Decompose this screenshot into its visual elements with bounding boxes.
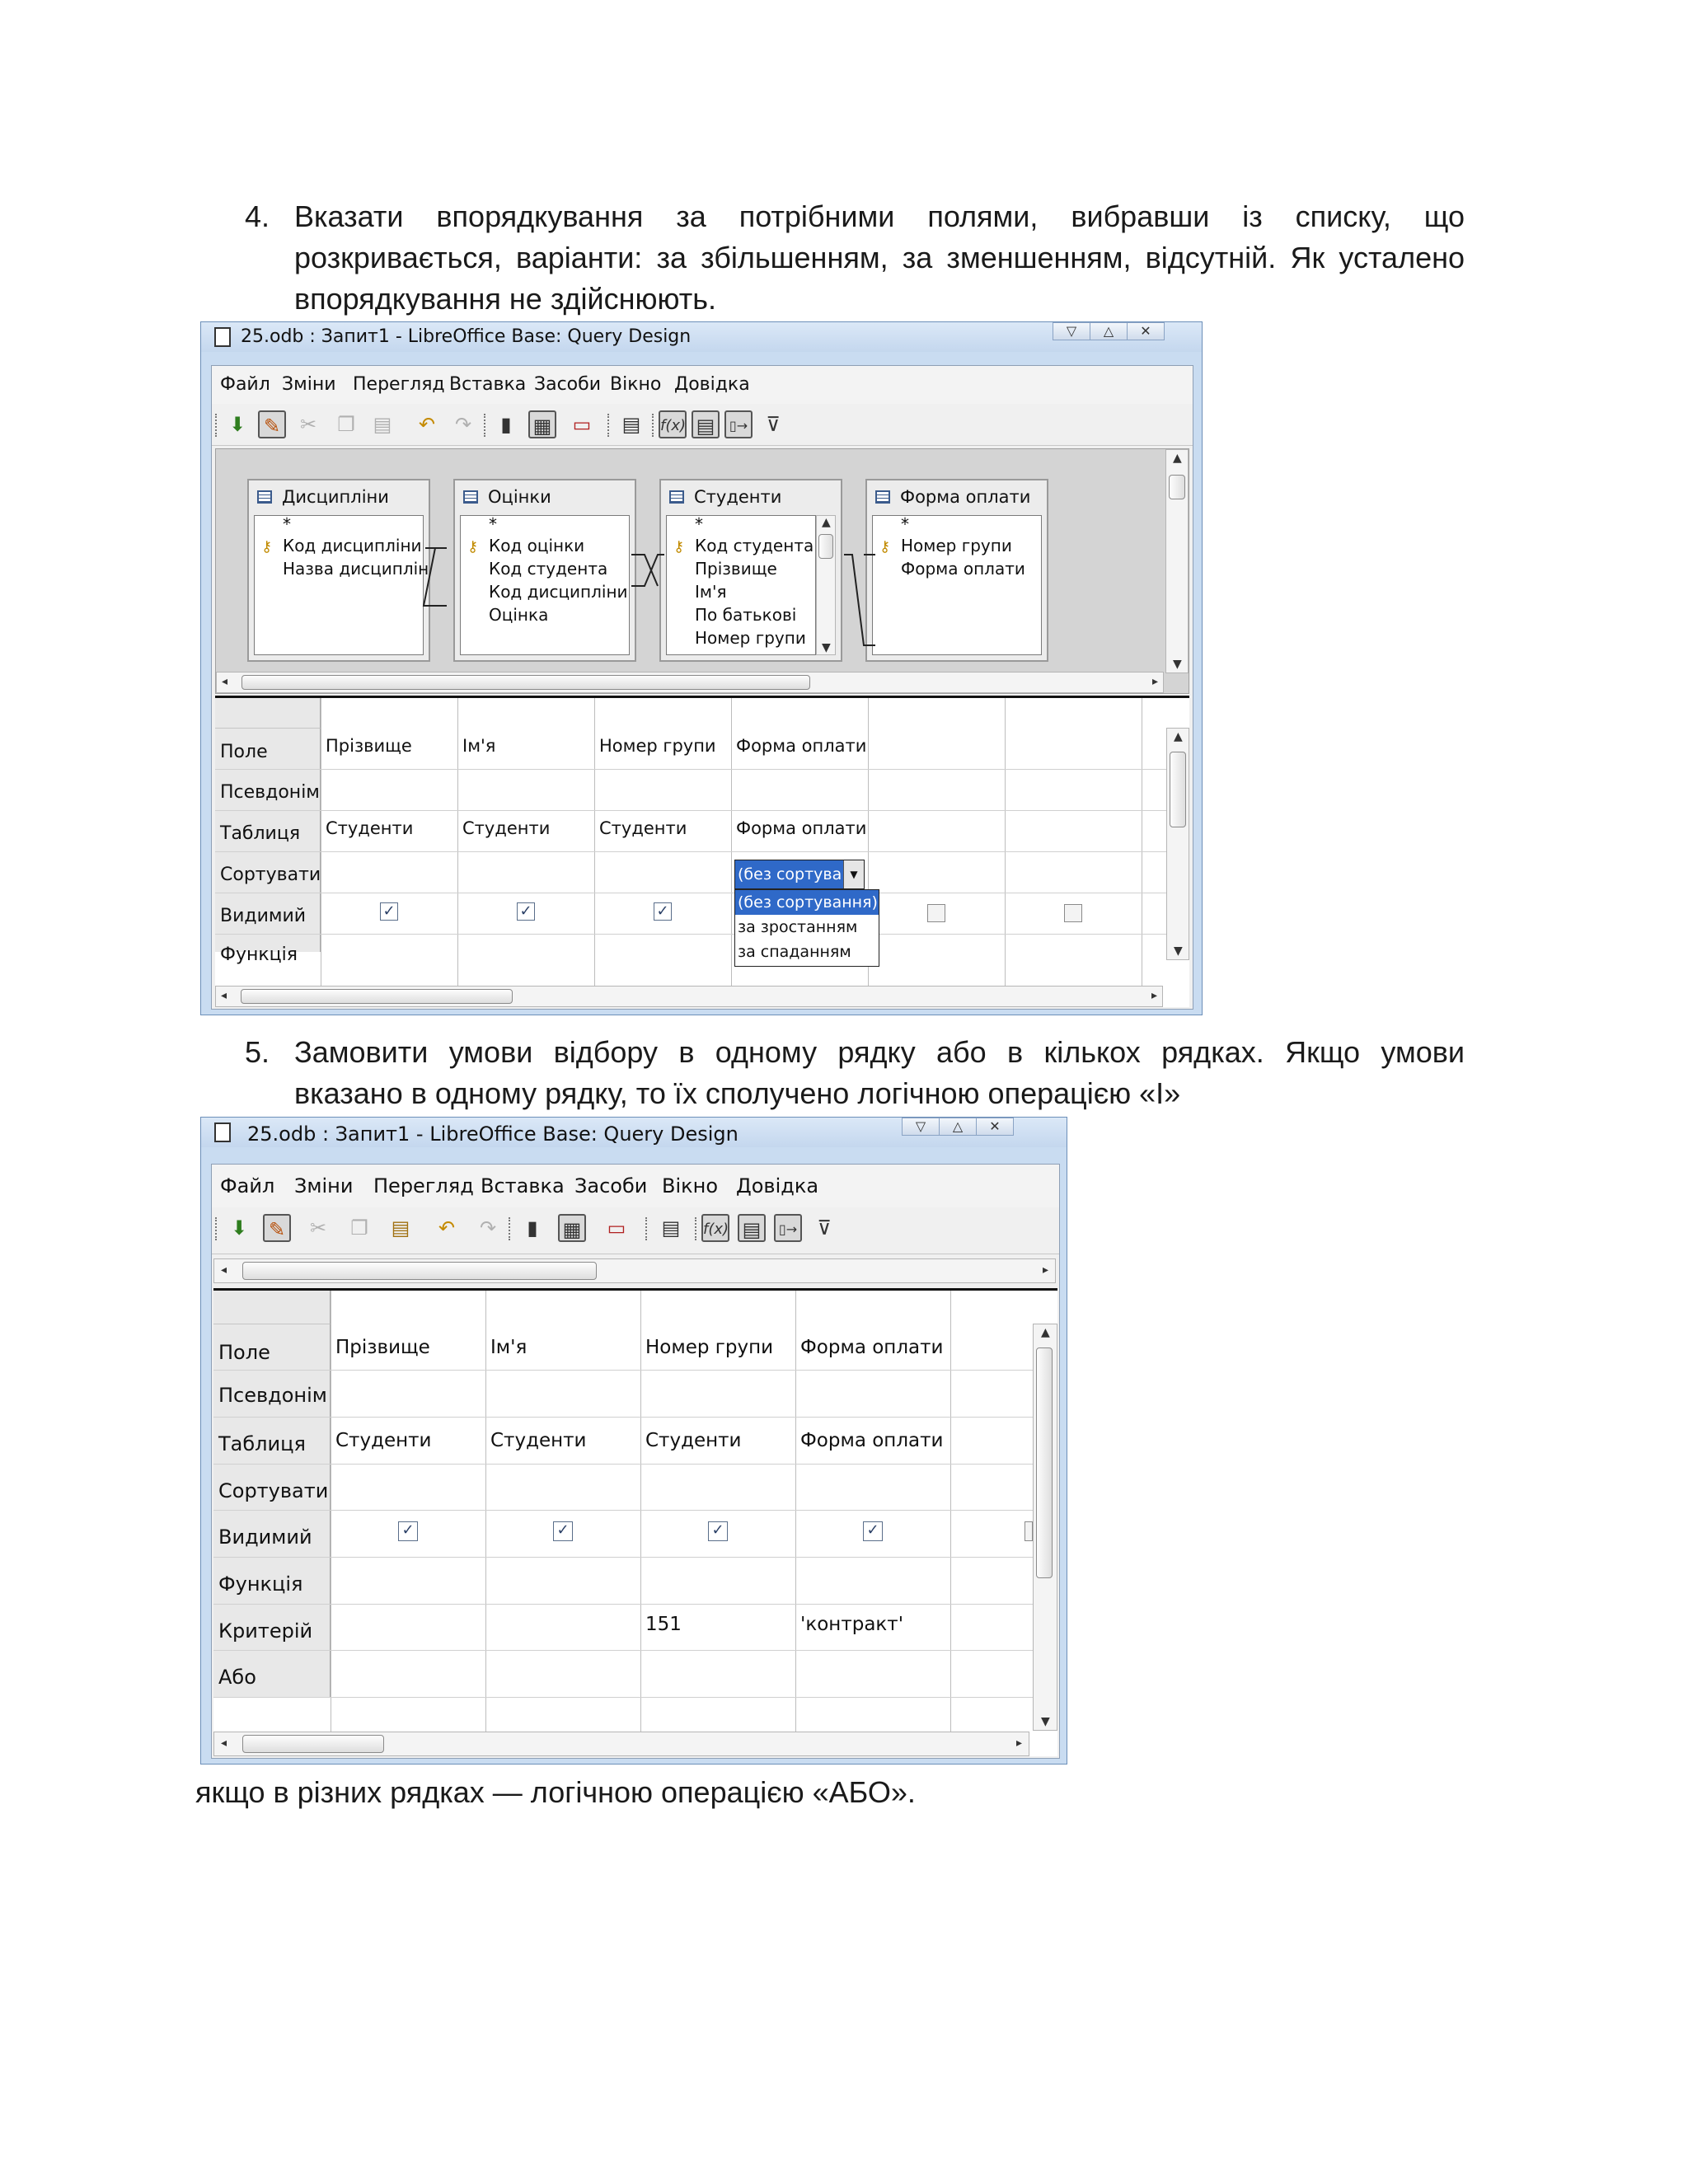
field-item[interactable]: Прізвище <box>695 559 777 579</box>
field-label: Код оцінки <box>489 536 585 555</box>
query-grid <box>213 1288 1057 1756</box>
add-table-icon[interactable]: ▮ <box>500 413 512 436</box>
scroll-thumb[interactable] <box>1036 1347 1053 1578</box>
design-view-icon[interactable]: ▦ <box>558 1214 586 1242</box>
grid-table-cell[interactable]: Студенти <box>326 818 414 838</box>
sort-combobox[interactable] <box>734 860 865 889</box>
scroll-right-icon[interactable]: ▸ <box>1151 675 1158 688</box>
grid-corner <box>213 1291 331 1324</box>
grid-field-cell[interactable]: Номер групи <box>645 1337 774 1358</box>
grid-vertical-scrollbar[interactable] <box>1166 728 1189 960</box>
grid-corner <box>215 698 321 728</box>
grid-table-cell[interactable]: Форма оплати <box>800 1430 944 1451</box>
primary-key-icon: ⚷ <box>467 538 479 555</box>
scroll-down-icon[interactable]: ▼ <box>822 641 831 654</box>
minimize-icon[interactable]: ▽ <box>1053 322 1090 340</box>
visible-checkbox[interactable] <box>1064 904 1082 922</box>
row-label-alias: Псевдонім <box>213 1370 331 1417</box>
grid-field-cell[interactable]: Ім'я <box>462 736 496 756</box>
window-buttons <box>902 1118 1013 1137</box>
undo-icon[interactable]: ↶ <box>418 413 436 436</box>
visible-checkbox[interactable]: ✓ <box>517 902 535 921</box>
cut-icon[interactable]: ✂ <box>299 413 317 436</box>
menu-view[interactable]: Перегляд <box>353 374 445 395</box>
document-icon <box>214 327 231 347</box>
table-name: Студенти <box>694 487 782 507</box>
design-horizontal-scrollbar[interactable] <box>216 672 1164 693</box>
table-name: Оцінки <box>488 487 551 507</box>
field-item[interactable]: Ім'я <box>695 582 727 602</box>
sort-combobox-value: (без сортува <box>735 860 844 888</box>
scroll-thumb[interactable] <box>1170 752 1186 827</box>
visible-checkbox[interactable]: ✓ <box>654 902 672 921</box>
menu-tools[interactable]: Засоби <box>534 374 602 395</box>
window-title: 25.odb : Запит1 - LibreOffice Base: Query Design <box>247 1122 738 1146</box>
visible-checkbox[interactable]: ✓ <box>398 1521 418 1541</box>
scroll-up-icon[interactable]: ▲ <box>1041 1326 1050 1339</box>
visible-checkbox[interactable]: ✓ <box>863 1521 883 1541</box>
sql-icon[interactable]: ▭ <box>572 413 592 436</box>
window-buttons <box>1053 322 1164 342</box>
query-design-window-1 <box>200 321 1203 1015</box>
table-name-icon[interactable]: ▤ <box>692 410 720 438</box>
window-title: 25.odb : Запит1 - LibreOffice Base: Query Design <box>241 326 692 347</box>
grid-table-cell[interactable]: Студенти <box>462 818 551 838</box>
step-5-line-2: вказано в одному рядку, то їх сполучено логічною операцією «І» <box>294 1076 1181 1110</box>
grid-field-cell[interactable]: Форма оплати <box>800 1337 944 1358</box>
redo-icon[interactable]: ↷ <box>479 1216 497 1240</box>
add-table-icon[interactable]: ▮ <box>527 1216 538 1240</box>
relation-line[interactable] <box>424 548 447 606</box>
step-5-paragraph <box>245 1032 1465 1114</box>
scroll-up-icon[interactable]: ▲ <box>822 516 831 529</box>
grid-table-cell[interactable]: Форма оплати <box>736 818 867 838</box>
field-item[interactable]: Назва дисциплін <box>283 559 429 579</box>
menu-tools[interactable]: Засоби <box>574 1174 648 1197</box>
query-grid <box>215 696 1189 1007</box>
menu-view[interactable]: Перегляд <box>373 1174 474 1197</box>
sort-option[interactable]: (без сортування) <box>735 890 879 915</box>
field-item[interactable]: Номер групи <box>695 628 806 648</box>
scroll-thumb[interactable] <box>241 989 513 1004</box>
scroll-right-icon[interactable]: ▸ <box>1015 1736 1022 1750</box>
grid-table-cell[interactable]: Студенти <box>599 818 687 838</box>
step-4-number: 4. <box>245 199 270 233</box>
menu-bar <box>212 1165 1059 1207</box>
menu-window[interactable]: Вікно <box>662 1174 719 1197</box>
grid-table-cell[interactable]: Студенти <box>490 1430 587 1451</box>
grid-vertical-scrollbar[interactable] <box>1033 1324 1057 1731</box>
window-client <box>211 365 1193 1010</box>
toolbar <box>212 1207 1059 1254</box>
scroll-down-icon[interactable]: ▼ <box>1173 658 1182 671</box>
field-label: Код студента <box>695 536 814 555</box>
copy-icon[interactable]: ❐ <box>350 1216 368 1240</box>
design-horizontal-scrollbar[interactable] <box>213 1258 1056 1283</box>
minimize-icon[interactable]: ▽ <box>902 1118 940 1136</box>
field-item[interactable]: Оцінка <box>489 605 549 625</box>
scroll-left-icon[interactable]: ◂ <box>221 1736 227 1750</box>
alias-icon[interactable]: ▯→ <box>724 410 753 438</box>
grid-field-cell[interactable]: Форма оплати <box>736 736 867 756</box>
toolbar <box>212 404 1193 446</box>
grid-table-cell[interactable]: Студенти <box>335 1430 432 1451</box>
document-icon <box>214 1122 231 1142</box>
toolbar-separator <box>645 1217 649 1240</box>
new-relation-icon[interactable]: ▤ <box>661 1216 681 1240</box>
menu-edit[interactable]: Зміни <box>294 1174 354 1197</box>
grid-criterion-cell[interactable]: 151 <box>645 1614 682 1635</box>
menu-edit[interactable]: Зміни <box>282 374 336 395</box>
copy-icon[interactable]: ❐ <box>337 413 355 436</box>
redo-icon[interactable]: ↷ <box>454 413 472 436</box>
toolbar-separator <box>509 1217 512 1240</box>
field-item[interactable]: Код дисципліни <box>489 582 628 602</box>
grid-field-cell[interactable]: Ім'я <box>490 1337 528 1358</box>
row-label-alias: Псевдонім <box>215 769 321 810</box>
field-all[interactable]: * <box>901 514 909 534</box>
menu-window[interactable]: Вікно <box>610 374 662 395</box>
functions-icon[interactable]: f(x) <box>659 410 687 438</box>
visible-checkbox[interactable]: ✓ <box>380 902 398 921</box>
scroll-right-icon[interactable]: ▸ <box>1151 989 1157 1002</box>
scroll-right-icon[interactable]: ▸ <box>1042 1263 1048 1277</box>
scroll-thumb[interactable] <box>242 1735 384 1753</box>
menu-bar <box>212 366 1193 404</box>
step-4-line-2: розкривається, варіанти: за збільшенням, за зменшенням, відсутній. Як усталено <box>294 241 1465 274</box>
field-all[interactable]: * <box>489 514 497 534</box>
grid-horizontal-scrollbar[interactable] <box>213 1732 1029 1756</box>
menu-help[interactable]: Довідка <box>736 1174 819 1197</box>
row-label-function: Функція <box>213 1557 331 1604</box>
menu-file[interactable]: Файл <box>220 374 270 395</box>
sort-option[interactable]: за спаданням <box>738 943 851 961</box>
field-item[interactable]: Код студента <box>489 559 608 579</box>
primary-key-icon: ⚷ <box>879 538 891 555</box>
toolbar-grip <box>215 1217 218 1240</box>
field-label: Код дисципліни <box>283 536 422 555</box>
scroll-thumb[interactable] <box>242 1262 597 1280</box>
closing-text: якщо в різних рядках — логічною операцією «АБО». <box>195 1775 916 1809</box>
table-name: Форма оплати <box>900 487 1031 507</box>
visible-checkbox[interactable]: ✓ <box>553 1521 573 1541</box>
maximize-icon[interactable]: △ <box>1090 322 1128 340</box>
menu-help[interactable]: Довідка <box>674 374 750 395</box>
design-vertical-scrollbar[interactable] <box>1165 449 1189 673</box>
scroll-up-icon[interactable]: ▲ <box>1174 730 1183 743</box>
table-name: Дисципліни <box>282 487 389 507</box>
undo-icon[interactable]: ↶ <box>438 1216 456 1240</box>
sort-dropdown-list <box>734 889 879 967</box>
distinct-values-icon[interactable]: ⊽ <box>817 1216 832 1240</box>
edit-icon[interactable]: ✎ <box>258 410 286 438</box>
row-label-field: Поле <box>215 728 321 769</box>
toolbar-separator <box>607 414 611 437</box>
scroll-left-icon[interactable]: ◂ <box>222 675 228 688</box>
field-all[interactable]: * <box>695 514 703 534</box>
row-label-sort: Сортувати <box>213 1464 331 1510</box>
relation-line[interactable] <box>844 555 875 645</box>
alias-icon[interactable]: ▯→ <box>774 1214 802 1242</box>
field-all[interactable]: * <box>283 514 291 534</box>
row-label-criterion: Критерій <box>213 1604 331 1650</box>
edit-icon[interactable]: ✎ <box>263 1214 291 1242</box>
row-label-table: Таблиця <box>213 1417 331 1464</box>
scroll-left-icon[interactable]: ◂ <box>221 1263 227 1277</box>
sort-option[interactable]: за зростанням <box>738 918 858 936</box>
step-4-line-1: Вказати впорядкування за потрібними полями, вибравши із списку, що <box>294 199 1465 233</box>
sql-icon[interactable]: ▭ <box>607 1216 626 1240</box>
toolbar-separator <box>652 414 655 437</box>
field-item[interactable]: По батькові <box>695 605 797 625</box>
row-label-table: Таблиця <box>215 810 321 851</box>
scroll-thumb[interactable] <box>241 675 810 690</box>
window-client <box>211 1164 1060 1759</box>
grid-criterion-cell[interactable]: 'контракт' <box>800 1614 904 1635</box>
field-label: Номер групи <box>901 536 1012 555</box>
visible-checkbox[interactable]: ✓ <box>708 1521 728 1541</box>
functions-icon[interactable]: f(x) <box>701 1214 729 1242</box>
visible-checkbox[interactable] <box>1025 1521 1033 1541</box>
new-relation-icon[interactable]: ▤ <box>621 413 641 436</box>
run-query-icon[interactable]: ⬇ <box>228 413 246 436</box>
title-bar <box>201 322 1202 352</box>
table-name-icon[interactable]: ▤ <box>738 1214 766 1242</box>
row-label-sort: Сортувати <box>215 851 321 893</box>
closing-paragraph <box>195 1772 916 1813</box>
toolbar-grip <box>215 414 218 437</box>
row-label-visible: Видимий <box>213 1510 331 1557</box>
close-icon[interactable]: ✕ <box>976 1118 1014 1136</box>
grid-field-cell[interactable]: Номер групи <box>599 736 716 756</box>
design-view-icon[interactable]: ▦ <box>528 410 556 438</box>
paste-icon[interactable]: ▤ <box>373 413 392 436</box>
run-query-icon[interactable]: ⬇ <box>230 1216 248 1240</box>
step-4-line-3: впорядкування не здійснюють. <box>294 282 716 316</box>
relation-lines <box>216 449 1164 695</box>
field-item[interactable]: Форма оплати <box>901 559 1025 579</box>
row-label-or: Або <box>213 1650 331 1697</box>
menu-insert[interactable]: Вставка <box>449 374 527 395</box>
scroll-up-icon[interactable]: ▲ <box>1173 452 1182 465</box>
close-icon[interactable]: ✕ <box>1127 322 1165 340</box>
grid-field-cell[interactable]: Прізвище <box>326 736 412 756</box>
scroll-left-icon[interactable]: ◂ <box>221 989 227 1002</box>
row-label-field: Поле <box>213 1324 331 1370</box>
table-design-pane <box>215 448 1189 694</box>
visible-checkbox[interactable] <box>927 904 945 922</box>
distinct-values-icon[interactable]: ⊽ <box>766 413 781 436</box>
step-5-line-1: Замовити умови відбору в одному рядку або в кількох рядках. Якщо умови <box>294 1035 1465 1069</box>
relation-line[interactable] <box>631 555 664 586</box>
primary-key-icon: ⚷ <box>673 538 685 555</box>
scroll-thumb[interactable] <box>1169 475 1185 499</box>
paste-icon[interactable]: ▤ <box>391 1216 410 1240</box>
row-label-visible: Видимий <box>215 893 321 934</box>
chevron-down-icon[interactable]: ▼ <box>843 860 864 888</box>
primary-key-icon: ⚷ <box>261 538 273 555</box>
row-label-function: Функція <box>215 934 321 952</box>
step-4-paragraph <box>245 196 1465 320</box>
query-design-window-2 <box>200 1117 1067 1765</box>
step-5-number: 5. <box>245 1035 270 1069</box>
maximize-icon[interactable]: △ <box>939 1118 977 1136</box>
scroll-down-icon[interactable]: ▼ <box>1174 944 1183 958</box>
cut-icon[interactable]: ✂ <box>309 1216 327 1240</box>
menu-file[interactable]: Файл <box>220 1174 275 1197</box>
toolbar-separator <box>484 414 487 437</box>
grid-field-cell[interactable]: Прізвище <box>335 1337 430 1358</box>
grid-horizontal-scrollbar[interactable] <box>215 986 1163 1007</box>
toolbar-separator <box>695 1217 698 1240</box>
menu-insert[interactable]: Вставка <box>481 1174 565 1197</box>
grid-table-cell[interactable]: Студенти <box>645 1430 742 1451</box>
scroll-down-icon[interactable]: ▼ <box>1041 1715 1050 1728</box>
